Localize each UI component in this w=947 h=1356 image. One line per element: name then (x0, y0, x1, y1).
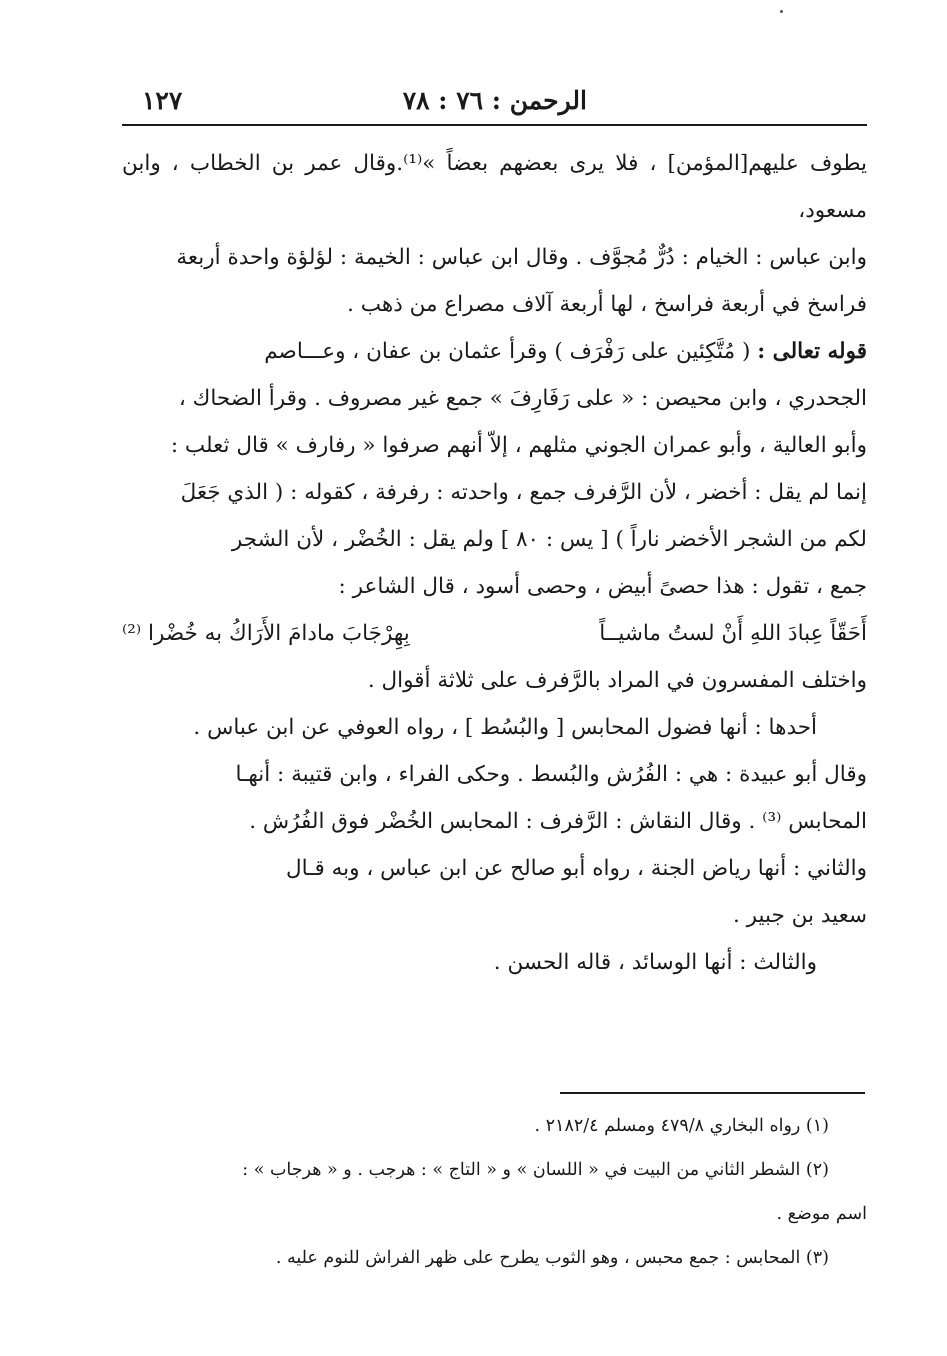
header-rule (122, 124, 867, 126)
text-line: إنما لم يقل : أخضر ، لأن الرَّفرف جمع ، واحدته : رفرفة ، كقوله : ( الذي جَعَلَ (180, 480, 867, 505)
verse-second-hemistich: بِهِرْجَابَ مادامَ الأَرَاكُ به خُضْرا ⁽²⁾ (122, 621, 410, 646)
page-number: ١٢٧ (142, 86, 183, 115)
text-line: لكم من الشجر الأخضر ناراً ) [ يس : ٨٠ ] ولم يقل : الخُضْر ، لأن الشجر (231, 527, 867, 552)
poetry-verse (122, 610, 867, 657)
text-fragment: ( مُتَّكِئين على رَفْرَف ) وقرأ عثمان بن عفان ، وعـــاصم (264, 339, 751, 364)
text-line: وابن عباس : الخيام : دُرٌّ مُجوَّف . وقال ابن عباس : الخيمة : لؤلؤة واحدة أربعة (176, 245, 867, 270)
footnote-3: (٣) المحابس : جمع محبس ، وهو الثوب يطرح على ظهر الفراش للنوم عليه . (275, 1248, 829, 1268)
page-header (122, 82, 867, 122)
verse-heading: قوله تعالى : (757, 339, 867, 364)
text-line: والثاني : أنها رياض الجنة ، رواه أبو صالح عن ابن عباس ، وبه قـال (286, 856, 867, 881)
text-line: المحابس ⁽³⁾ . وقال النقاش : الرَّفرف : المحابس الخُضْر فوق الفُرُش . (249, 809, 867, 834)
text-line: جمع ، تقول : هذا حصىً أبيض ، وحصى أسود ، قال الشاعر : (338, 574, 867, 599)
text-line: وقال أبو عبيدة : هي : الفُرُش والبُسط . وحكى الفراء ، وابن قتيبة : أنهـا (235, 762, 867, 787)
running-head: الرحمن : ٧٦ : ٧٨ (402, 86, 587, 115)
text-line: الجحدري ، وابن محيصن : « على رَفَارِفَ » جمع غير مصروف . وقرأ الضحاك ، (178, 386, 867, 411)
text-line: سعيد بن جبير . (733, 903, 867, 928)
verse-first-hemistich: أَحَقّاً عِبادَ اللهِ أَنْ لستُ ماشيــاً (599, 621, 867, 646)
footnote-2-continuation: اسم موضع . (776, 1204, 867, 1224)
text-line: واختلف المفسرون في المراد بالرَّفرف على ثلاثة أقوال . (367, 668, 867, 693)
text-line: فراسخ في أربعة فراسخ ، لها أربعة آلاف مصراع من ذهب . (347, 292, 867, 317)
footnote-1: (١) رواه البخاري ٤٧٩/٨ ومسلم ٢١٨٢/٤ . (534, 1116, 829, 1136)
scan-speck (780, 10, 783, 13)
text-line: والثالث : أنها الوسائد ، قاله الحسن . (493, 950, 817, 975)
text-line: يطوف عليهم[المؤمن] ، فلا يرى بعضهم بعضاً »⁽¹⁾.وقال عمر بن الخطاب ، وابن مسعود، (122, 151, 867, 223)
text-line: وأبو العالية ، وأبو عمران الجوني مثلهم ، إلاّ أنهم صرفوا « رفارف » قال ثعلب : (170, 433, 867, 458)
footnote-rule (560, 1092, 865, 1094)
text-line (122, 328, 867, 375)
footnotes (122, 1104, 867, 1280)
body-text (122, 140, 867, 986)
footnote-2: (٢) الشطر الثاني من البيت في « اللسان » و « التاج » : هرجب . و « هرجاب » : (242, 1160, 829, 1180)
text-line: أحدها : أنها فضول المحابس [ والبُسُط ] ، رواه العوفي عن ابن عباس . (193, 715, 817, 740)
